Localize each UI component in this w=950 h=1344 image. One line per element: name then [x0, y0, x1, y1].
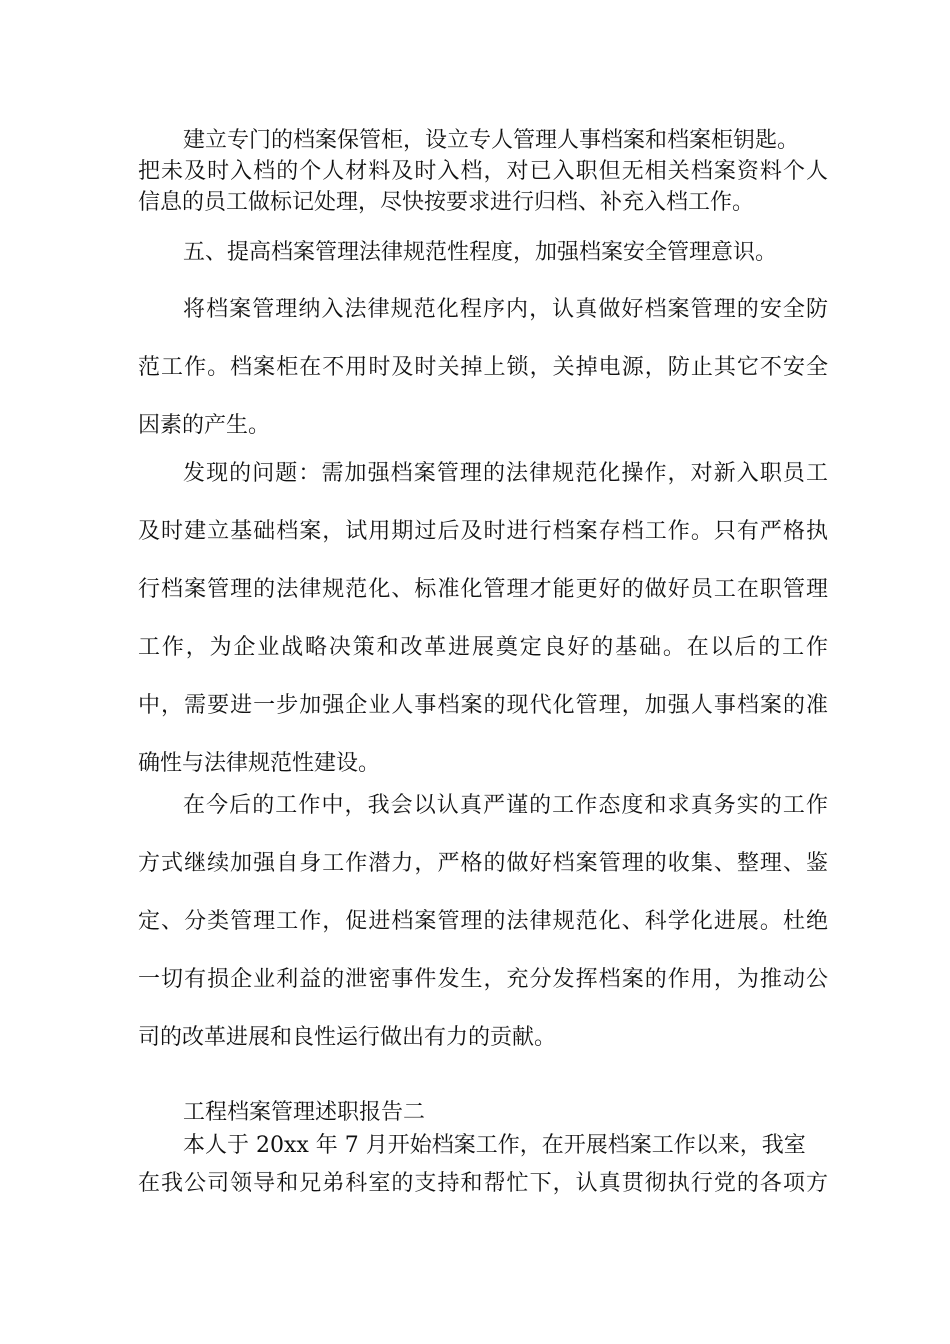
text-line: 把未及时入档的个人材料及时入档，对已入职但无相关档案资料个人: [138, 159, 828, 184]
text-line: 五、提高档案管理法律规范性程度，加强档案安全管理意识。: [183, 240, 778, 265]
paragraph-report-two-intro: [138, 1127, 828, 1203]
text-line: 工作，为企业战略决策和改革进展奠定良好的基础。在以后的工作: [138, 635, 828, 660]
section-heading-five: [138, 237, 828, 268]
text-line: 本人于 20xx 年 7 月开始档案工作，在开展档案工作以来，我室: [183, 1133, 806, 1158]
text-line: 确性与法律规范性建设。: [138, 751, 381, 776]
paragraph-archive-cabinet: [138, 125, 828, 218]
text-line: 方式继续加强自身工作潜力，严格的做好档案管理的收集、整理、鉴: [138, 851, 828, 876]
text-line: 一切有损企业利益的泄密事件发生，充分发挥档案的作用，为推动公: [138, 967, 828, 992]
text-line: 定、分类管理工作，促进档案管理的法律规范化、科学化进展。杜绝: [138, 909, 828, 934]
text-line: 将档案管理纳入法律规范化程序内，认真做好档案管理的安全防: [183, 297, 828, 322]
text-line: 在我公司领导和兄弟科室的支持和帮忙下，认真贯彻执行党的各项方: [138, 1171, 828, 1196]
text-line: 及时建立基础档案，试用期过后及时进行档案存档工作。只有严格执: [138, 519, 828, 544]
text-line: 因素的产生。: [138, 413, 271, 438]
text-line: 信息的员工做标记处理，尽快按要求进行归档、补充入档工作。: [138, 190, 755, 215]
report-title-two: [138, 1097, 828, 1128]
text-line: 司的改革进展和良性运行做出有力的贡献。: [138, 1025, 557, 1050]
text-line: 在今后的工作中，我会以认真严谨的工作态度和求真务实的工作: [183, 793, 828, 818]
text-line: 建立专门的档案保管柜，设立专人管理人事档案和档案柜钥匙。: [183, 128, 800, 153]
text-line: 中，需要进一步加强企业人事档案的现代化管理，加强人事档案的准: [138, 693, 828, 718]
paragraph-problems-found: [138, 445, 828, 793]
paragraph-legal-standardization: [138, 281, 828, 455]
text-line: 行档案管理的法律规范化、标准化管理才能更好的做好员工在职管理: [138, 577, 828, 602]
text-line: 范工作。档案柜在不用时及时关掉上锁，关掉电源，防止其它不安全: [138, 355, 828, 380]
text-line: 工程档案管理述职报告二: [183, 1100, 426, 1125]
paragraph-future-work: [138, 777, 828, 1067]
text-line: 发现的问题：需加强档案管理的法律规范化操作，对新入职员工: [183, 461, 828, 486]
